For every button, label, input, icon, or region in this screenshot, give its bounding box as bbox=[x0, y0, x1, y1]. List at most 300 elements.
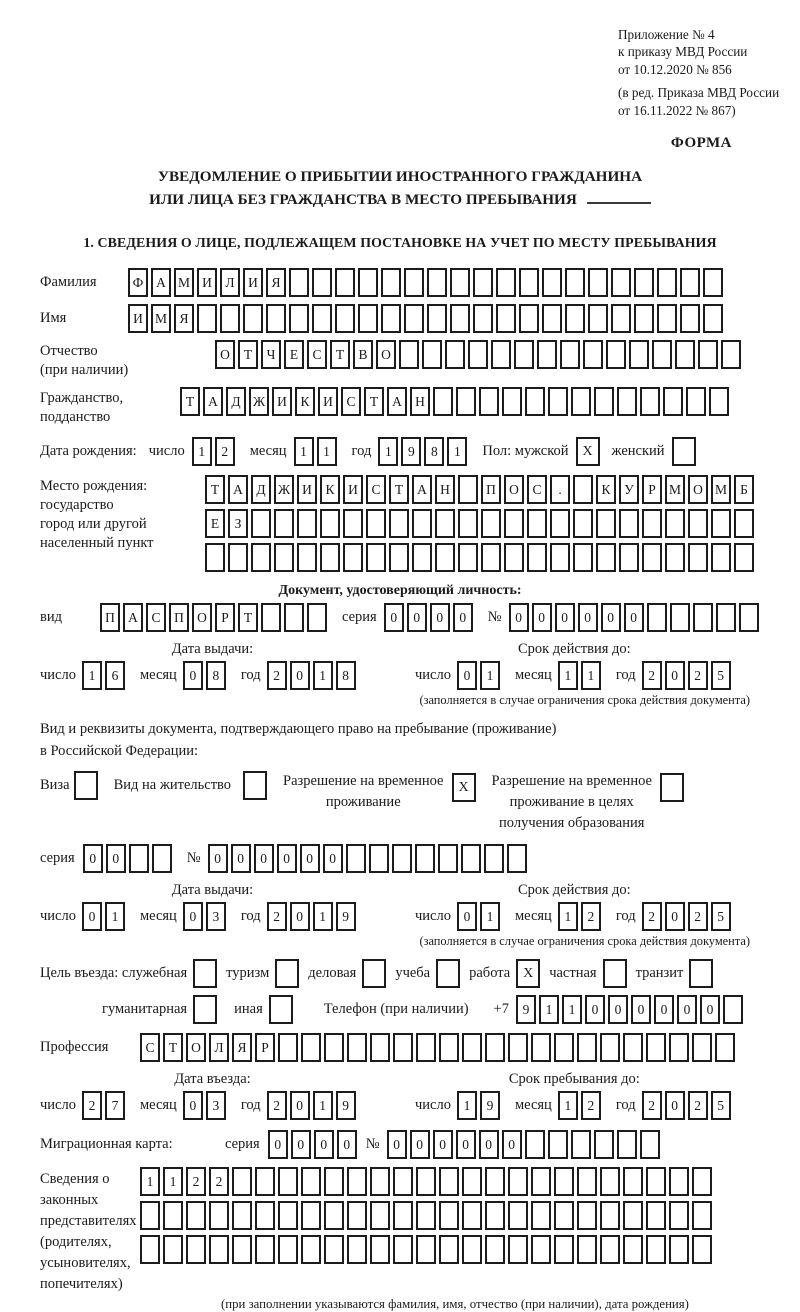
char-cell[interactable] bbox=[571, 1130, 591, 1159]
char-cell[interactable]: И bbox=[297, 475, 317, 504]
char-cell[interactable]: 0 bbox=[430, 603, 450, 632]
char-cell[interactable] bbox=[209, 1235, 229, 1264]
char-cell[interactable]: 2 bbox=[688, 661, 708, 690]
char-cell[interactable]: Р bbox=[255, 1033, 275, 1062]
char-cell[interactable] bbox=[197, 304, 217, 333]
char-cell[interactable] bbox=[389, 509, 409, 538]
char-cell[interactable] bbox=[278, 1201, 298, 1230]
char-cell[interactable]: 0 bbox=[624, 603, 644, 632]
char-cell[interactable]: 1 bbox=[313, 1091, 333, 1120]
char-cell[interactable] bbox=[634, 304, 654, 333]
char-cell[interactable]: Р bbox=[642, 475, 662, 504]
char-cell[interactable]: 0 bbox=[314, 1130, 334, 1159]
char-cell[interactable] bbox=[358, 268, 378, 297]
char-cell[interactable]: 2 bbox=[267, 1091, 287, 1120]
char-cell[interactable]: 0 bbox=[337, 1130, 357, 1159]
char-cell[interactable] bbox=[485, 1167, 505, 1196]
char-cell[interactable]: 9 bbox=[336, 1091, 356, 1120]
char-cell[interactable]: Р bbox=[215, 603, 235, 632]
char-cell[interactable] bbox=[289, 268, 309, 297]
char-cell[interactable]: М bbox=[665, 475, 685, 504]
char-cell[interactable]: Д bbox=[251, 475, 271, 504]
char-cell[interactable] bbox=[335, 268, 355, 297]
purpose-work-checkbox[interactable]: X bbox=[516, 959, 540, 988]
char-cell[interactable]: А bbox=[123, 603, 143, 632]
char-cell[interactable]: 0 bbox=[277, 844, 297, 873]
char-cell[interactable] bbox=[312, 304, 332, 333]
char-cell[interactable]: 0 bbox=[631, 995, 651, 1024]
char-cell[interactable] bbox=[571, 387, 591, 416]
char-cell[interactable] bbox=[297, 509, 317, 538]
char-cell[interactable] bbox=[209, 1201, 229, 1230]
char-cell[interactable] bbox=[485, 1033, 505, 1062]
char-cell[interactable] bbox=[381, 304, 401, 333]
char-cell[interactable] bbox=[343, 543, 363, 572]
char-cell[interactable]: 2 bbox=[82, 1091, 102, 1120]
char-cell[interactable] bbox=[657, 268, 677, 297]
char-cell[interactable] bbox=[652, 340, 672, 369]
char-cell[interactable] bbox=[140, 1201, 160, 1230]
char-cell[interactable] bbox=[261, 603, 281, 632]
char-cell[interactable] bbox=[435, 543, 455, 572]
char-cell[interactable]: Я bbox=[174, 304, 194, 333]
char-cell[interactable] bbox=[647, 603, 667, 632]
char-cell[interactable]: 1 bbox=[140, 1167, 160, 1196]
char-cell[interactable]: 5 bbox=[711, 1091, 731, 1120]
char-cell[interactable]: Е bbox=[205, 509, 225, 538]
char-cell[interactable] bbox=[278, 1167, 298, 1196]
char-cell[interactable] bbox=[623, 1235, 643, 1264]
char-cell[interactable]: А bbox=[387, 387, 407, 416]
char-cell[interactable]: 6 bbox=[105, 661, 125, 690]
char-cell[interactable]: С bbox=[307, 340, 327, 369]
char-cell[interactable] bbox=[594, 387, 614, 416]
char-cell[interactable] bbox=[531, 1167, 551, 1196]
char-cell[interactable] bbox=[692, 1033, 712, 1062]
char-cell[interactable] bbox=[458, 543, 478, 572]
residence-permit-checkbox[interactable] bbox=[243, 771, 267, 800]
char-cell[interactable]: 2 bbox=[581, 1091, 601, 1120]
char-cell[interactable] bbox=[646, 1201, 666, 1230]
char-cell[interactable]: 0 bbox=[387, 1130, 407, 1159]
char-cell[interactable]: И bbox=[318, 387, 338, 416]
char-cell[interactable] bbox=[312, 268, 332, 297]
char-cell[interactable] bbox=[496, 304, 516, 333]
char-cell[interactable] bbox=[548, 1130, 568, 1159]
char-cell[interactable]: 0 bbox=[479, 1130, 499, 1159]
char-cell[interactable]: И bbox=[243, 268, 263, 297]
char-cell[interactable] bbox=[560, 340, 580, 369]
char-cell[interactable] bbox=[370, 1201, 390, 1230]
char-cell[interactable] bbox=[519, 304, 539, 333]
char-cell[interactable]: И bbox=[343, 475, 363, 504]
char-cell[interactable]: 1 bbox=[192, 437, 212, 466]
char-cell[interactable]: 1 bbox=[539, 995, 559, 1024]
char-cell[interactable] bbox=[393, 1167, 413, 1196]
char-cell[interactable] bbox=[274, 543, 294, 572]
char-cell[interactable] bbox=[508, 1167, 528, 1196]
char-cell[interactable] bbox=[504, 543, 524, 572]
char-cell[interactable]: И bbox=[197, 268, 217, 297]
char-cell[interactable] bbox=[739, 603, 759, 632]
char-cell[interactable] bbox=[617, 1130, 637, 1159]
char-cell[interactable] bbox=[542, 304, 562, 333]
char-cell[interactable]: 3 bbox=[206, 902, 226, 931]
char-cell[interactable] bbox=[347, 1033, 367, 1062]
char-cell[interactable]: 0 bbox=[291, 1130, 311, 1159]
char-cell[interactable]: 0 bbox=[665, 902, 685, 931]
char-cell[interactable] bbox=[450, 268, 470, 297]
char-cell[interactable] bbox=[508, 1201, 528, 1230]
char-cell[interactable]: О bbox=[688, 475, 708, 504]
char-cell[interactable]: 0 bbox=[268, 1130, 288, 1159]
char-cell[interactable]: З bbox=[228, 509, 248, 538]
char-cell[interactable] bbox=[232, 1235, 252, 1264]
char-cell[interactable] bbox=[186, 1235, 206, 1264]
char-cell[interactable] bbox=[600, 1235, 620, 1264]
char-cell[interactable] bbox=[623, 1201, 643, 1230]
rvp-checkbox[interactable]: X bbox=[452, 773, 476, 802]
char-cell[interactable] bbox=[347, 1235, 367, 1264]
char-cell[interactable]: С bbox=[366, 475, 386, 504]
char-cell[interactable]: Н bbox=[435, 475, 455, 504]
char-cell[interactable] bbox=[573, 509, 593, 538]
char-cell[interactable]: С bbox=[146, 603, 166, 632]
char-cell[interactable]: 1 bbox=[294, 437, 314, 466]
char-cell[interactable] bbox=[680, 268, 700, 297]
char-cell[interactable]: Т bbox=[238, 603, 258, 632]
purpose-private-checkbox[interactable] bbox=[603, 959, 627, 988]
char-cell[interactable] bbox=[366, 543, 386, 572]
char-cell[interactable] bbox=[450, 304, 470, 333]
char-cell[interactable] bbox=[665, 543, 685, 572]
char-cell[interactable] bbox=[462, 1235, 482, 1264]
char-cell[interactable] bbox=[427, 304, 447, 333]
char-cell[interactable] bbox=[481, 509, 501, 538]
char-cell[interactable] bbox=[629, 340, 649, 369]
char-cell[interactable] bbox=[324, 1235, 344, 1264]
char-cell[interactable]: 9 bbox=[336, 902, 356, 931]
char-cell[interactable] bbox=[370, 1235, 390, 1264]
char-cell[interactable]: 9 bbox=[516, 995, 536, 1024]
char-cell[interactable]: 0 bbox=[410, 1130, 430, 1159]
purpose-study-checkbox[interactable] bbox=[436, 959, 460, 988]
char-cell[interactable] bbox=[140, 1235, 160, 1264]
char-cell[interactable] bbox=[266, 304, 286, 333]
char-cell[interactable]: 0 bbox=[555, 603, 575, 632]
char-cell[interactable]: А bbox=[228, 475, 248, 504]
char-cell[interactable]: 1 bbox=[480, 661, 500, 690]
char-cell[interactable] bbox=[703, 268, 723, 297]
char-cell[interactable]: Ж bbox=[274, 475, 294, 504]
char-cell[interactable]: 1 bbox=[313, 661, 333, 690]
char-cell[interactable] bbox=[129, 844, 149, 873]
char-cell[interactable] bbox=[573, 475, 593, 504]
char-cell[interactable] bbox=[504, 509, 524, 538]
char-cell[interactable]: 0 bbox=[532, 603, 552, 632]
char-cell[interactable]: 0 bbox=[106, 844, 126, 873]
char-cell[interactable] bbox=[527, 509, 547, 538]
char-cell[interactable]: 2 bbox=[581, 902, 601, 931]
char-cell[interactable] bbox=[527, 543, 547, 572]
char-cell[interactable]: 0 bbox=[601, 603, 621, 632]
char-cell[interactable] bbox=[531, 1033, 551, 1062]
char-cell[interactable]: Ф bbox=[128, 268, 148, 297]
char-cell[interactable]: А bbox=[151, 268, 171, 297]
char-cell[interactable] bbox=[688, 543, 708, 572]
char-cell[interactable] bbox=[686, 387, 706, 416]
purpose-other-checkbox[interactable] bbox=[269, 995, 293, 1024]
char-cell[interactable]: К bbox=[320, 475, 340, 504]
char-cell[interactable] bbox=[703, 304, 723, 333]
char-cell[interactable]: 0 bbox=[578, 603, 598, 632]
char-cell[interactable] bbox=[289, 304, 309, 333]
char-cell[interactable] bbox=[163, 1235, 183, 1264]
char-cell[interactable] bbox=[399, 340, 419, 369]
char-cell[interactable]: 0 bbox=[231, 844, 251, 873]
char-cell[interactable] bbox=[594, 1130, 614, 1159]
char-cell[interactable]: Л bbox=[220, 268, 240, 297]
char-cell[interactable] bbox=[617, 387, 637, 416]
char-cell[interactable] bbox=[485, 1201, 505, 1230]
char-cell[interactable] bbox=[284, 603, 304, 632]
char-cell[interactable] bbox=[491, 340, 511, 369]
char-cell[interactable] bbox=[550, 509, 570, 538]
char-cell[interactable] bbox=[502, 387, 522, 416]
char-cell[interactable] bbox=[320, 509, 340, 538]
char-cell[interactable]: О bbox=[215, 340, 235, 369]
char-cell[interactable]: С bbox=[527, 475, 547, 504]
char-cell[interactable]: 0 bbox=[677, 995, 697, 1024]
char-cell[interactable]: 8 bbox=[424, 437, 444, 466]
char-cell[interactable] bbox=[358, 304, 378, 333]
char-cell[interactable]: Я bbox=[266, 268, 286, 297]
char-cell[interactable]: 0 bbox=[433, 1130, 453, 1159]
char-cell[interactable]: 0 bbox=[83, 844, 103, 873]
char-cell[interactable]: 2 bbox=[642, 661, 662, 690]
char-cell[interactable]: 0 bbox=[208, 844, 228, 873]
char-cell[interactable] bbox=[531, 1201, 551, 1230]
char-cell[interactable]: 1 bbox=[558, 1091, 578, 1120]
char-cell[interactable] bbox=[577, 1167, 597, 1196]
char-cell[interactable] bbox=[688, 509, 708, 538]
char-cell[interactable]: 0 bbox=[665, 1091, 685, 1120]
char-cell[interactable]: Т bbox=[163, 1033, 183, 1062]
char-cell[interactable]: Т bbox=[330, 340, 350, 369]
char-cell[interactable] bbox=[255, 1167, 275, 1196]
char-cell[interactable]: К bbox=[295, 387, 315, 416]
char-cell[interactable] bbox=[565, 268, 585, 297]
char-cell[interactable] bbox=[692, 1201, 712, 1230]
char-cell[interactable] bbox=[370, 1033, 390, 1062]
char-cell[interactable] bbox=[640, 387, 660, 416]
char-cell[interactable]: Д bbox=[226, 387, 246, 416]
char-cell[interactable]: 0 bbox=[82, 902, 102, 931]
char-cell[interactable]: 9 bbox=[480, 1091, 500, 1120]
char-cell[interactable] bbox=[596, 543, 616, 572]
char-cell[interactable] bbox=[669, 1235, 689, 1264]
char-cell[interactable]: 1 bbox=[447, 437, 467, 466]
char-cell[interactable] bbox=[642, 509, 662, 538]
char-cell[interactable] bbox=[554, 1201, 574, 1230]
purpose-humanitarian-checkbox[interactable] bbox=[193, 995, 217, 1024]
char-cell[interactable] bbox=[554, 1167, 574, 1196]
char-cell[interactable]: 1 bbox=[317, 437, 337, 466]
char-cell[interactable] bbox=[596, 509, 616, 538]
rvp-education-checkbox[interactable] bbox=[660, 773, 684, 802]
char-cell[interactable]: Б bbox=[734, 475, 754, 504]
char-cell[interactable] bbox=[670, 603, 690, 632]
char-cell[interactable]: 2 bbox=[209, 1167, 229, 1196]
char-cell[interactable] bbox=[716, 603, 736, 632]
char-cell[interactable] bbox=[531, 1235, 551, 1264]
char-cell[interactable] bbox=[663, 387, 683, 416]
char-cell[interactable]: Т bbox=[180, 387, 200, 416]
char-cell[interactable] bbox=[600, 1167, 620, 1196]
char-cell[interactable]: И bbox=[272, 387, 292, 416]
char-cell[interactable] bbox=[619, 543, 639, 572]
char-cell[interactable] bbox=[301, 1033, 321, 1062]
char-cell[interactable] bbox=[320, 543, 340, 572]
char-cell[interactable] bbox=[554, 1235, 574, 1264]
char-cell[interactable]: 0 bbox=[183, 661, 203, 690]
char-cell[interactable] bbox=[577, 1033, 597, 1062]
char-cell[interactable] bbox=[481, 543, 501, 572]
char-cell[interactable] bbox=[665, 509, 685, 538]
char-cell[interactable]: 0 bbox=[453, 603, 473, 632]
char-cell[interactable]: 1 bbox=[558, 902, 578, 931]
char-cell[interactable] bbox=[416, 1235, 436, 1264]
char-cell[interactable]: 5 bbox=[711, 661, 731, 690]
char-cell[interactable] bbox=[692, 1167, 712, 1196]
char-cell[interactable] bbox=[370, 1167, 390, 1196]
char-cell[interactable] bbox=[537, 340, 557, 369]
char-cell[interactable] bbox=[458, 475, 478, 504]
char-cell[interactable] bbox=[508, 1235, 528, 1264]
char-cell[interactable]: 7 bbox=[105, 1091, 125, 1120]
char-cell[interactable]: Н bbox=[410, 387, 430, 416]
char-cell[interactable]: 5 bbox=[711, 902, 731, 931]
char-cell[interactable] bbox=[427, 268, 447, 297]
char-cell[interactable] bbox=[301, 1235, 321, 1264]
char-cell[interactable] bbox=[573, 543, 593, 572]
char-cell[interactable]: 2 bbox=[642, 1091, 662, 1120]
char-cell[interactable]: О bbox=[376, 340, 396, 369]
char-cell[interactable] bbox=[619, 509, 639, 538]
char-cell[interactable] bbox=[301, 1201, 321, 1230]
char-cell[interactable] bbox=[392, 844, 412, 873]
char-cell[interactable] bbox=[347, 1201, 367, 1230]
char-cell[interactable] bbox=[623, 1167, 643, 1196]
char-cell[interactable] bbox=[721, 340, 741, 369]
char-cell[interactable] bbox=[484, 844, 504, 873]
char-cell[interactable] bbox=[404, 304, 424, 333]
char-cell[interactable]: 2 bbox=[186, 1167, 206, 1196]
purpose-transit-checkbox[interactable] bbox=[689, 959, 713, 988]
char-cell[interactable] bbox=[734, 543, 754, 572]
char-cell[interactable] bbox=[525, 1130, 545, 1159]
char-cell[interactable] bbox=[525, 387, 545, 416]
char-cell[interactable] bbox=[675, 340, 695, 369]
char-cell[interactable]: О bbox=[504, 475, 524, 504]
char-cell[interactable]: 0 bbox=[665, 661, 685, 690]
char-cell[interactable] bbox=[565, 304, 585, 333]
char-cell[interactable] bbox=[393, 1235, 413, 1264]
sex-female-checkbox[interactable] bbox=[672, 437, 696, 466]
char-cell[interactable]: . bbox=[550, 475, 570, 504]
char-cell[interactable]: С bbox=[341, 387, 361, 416]
char-cell[interactable] bbox=[439, 1167, 459, 1196]
char-cell[interactable]: 1 bbox=[105, 902, 125, 931]
char-cell[interactable] bbox=[347, 1167, 367, 1196]
char-cell[interactable] bbox=[366, 509, 386, 538]
char-cell[interactable] bbox=[232, 1201, 252, 1230]
char-cell[interactable] bbox=[255, 1201, 275, 1230]
char-cell[interactable] bbox=[416, 1167, 436, 1196]
char-cell[interactable] bbox=[554, 1033, 574, 1062]
char-cell[interactable]: 0 bbox=[654, 995, 674, 1024]
char-cell[interactable] bbox=[346, 844, 366, 873]
char-cell[interactable]: 0 bbox=[300, 844, 320, 873]
char-cell[interactable]: 0 bbox=[456, 1130, 476, 1159]
char-cell[interactable]: 0 bbox=[407, 603, 427, 632]
char-cell[interactable] bbox=[416, 1201, 436, 1230]
char-cell[interactable]: Е bbox=[284, 340, 304, 369]
char-cell[interactable] bbox=[163, 1201, 183, 1230]
char-cell[interactable] bbox=[438, 844, 458, 873]
char-cell[interactable] bbox=[412, 509, 432, 538]
char-cell[interactable]: О bbox=[192, 603, 212, 632]
char-cell[interactable] bbox=[508, 1033, 528, 1062]
char-cell[interactable] bbox=[623, 1033, 643, 1062]
char-cell[interactable]: 1 bbox=[313, 902, 333, 931]
char-cell[interactable] bbox=[458, 509, 478, 538]
char-cell[interactable]: М bbox=[151, 304, 171, 333]
char-cell[interactable]: П bbox=[169, 603, 189, 632]
char-cell[interactable]: 2 bbox=[642, 902, 662, 931]
char-cell[interactable]: 0 bbox=[608, 995, 628, 1024]
char-cell[interactable] bbox=[548, 387, 568, 416]
char-cell[interactable]: С bbox=[140, 1033, 160, 1062]
char-cell[interactable]: 1 bbox=[558, 661, 578, 690]
char-cell[interactable]: 1 bbox=[480, 902, 500, 931]
char-cell[interactable] bbox=[301, 1167, 321, 1196]
char-cell[interactable]: 0 bbox=[700, 995, 720, 1024]
char-cell[interactable] bbox=[577, 1201, 597, 1230]
char-cell[interactable]: 2 bbox=[215, 437, 235, 466]
char-cell[interactable] bbox=[369, 844, 389, 873]
char-cell[interactable] bbox=[243, 304, 263, 333]
char-cell[interactable] bbox=[186, 1201, 206, 1230]
char-cell[interactable] bbox=[439, 1201, 459, 1230]
char-cell[interactable]: 1 bbox=[378, 437, 398, 466]
char-cell[interactable] bbox=[220, 304, 240, 333]
char-cell[interactable]: 0 bbox=[183, 902, 203, 931]
char-cell[interactable]: 0 bbox=[290, 902, 310, 931]
char-cell[interactable] bbox=[600, 1201, 620, 1230]
char-cell[interactable] bbox=[468, 340, 488, 369]
char-cell[interactable] bbox=[588, 304, 608, 333]
char-cell[interactable] bbox=[462, 1033, 482, 1062]
char-cell[interactable]: Ч bbox=[261, 340, 281, 369]
char-cell[interactable] bbox=[496, 268, 516, 297]
char-cell[interactable] bbox=[642, 543, 662, 572]
char-cell[interactable] bbox=[415, 844, 435, 873]
char-cell[interactable] bbox=[255, 1235, 275, 1264]
char-cell[interactable]: 2 bbox=[267, 902, 287, 931]
char-cell[interactable]: 0 bbox=[254, 844, 274, 873]
char-cell[interactable] bbox=[462, 1167, 482, 1196]
